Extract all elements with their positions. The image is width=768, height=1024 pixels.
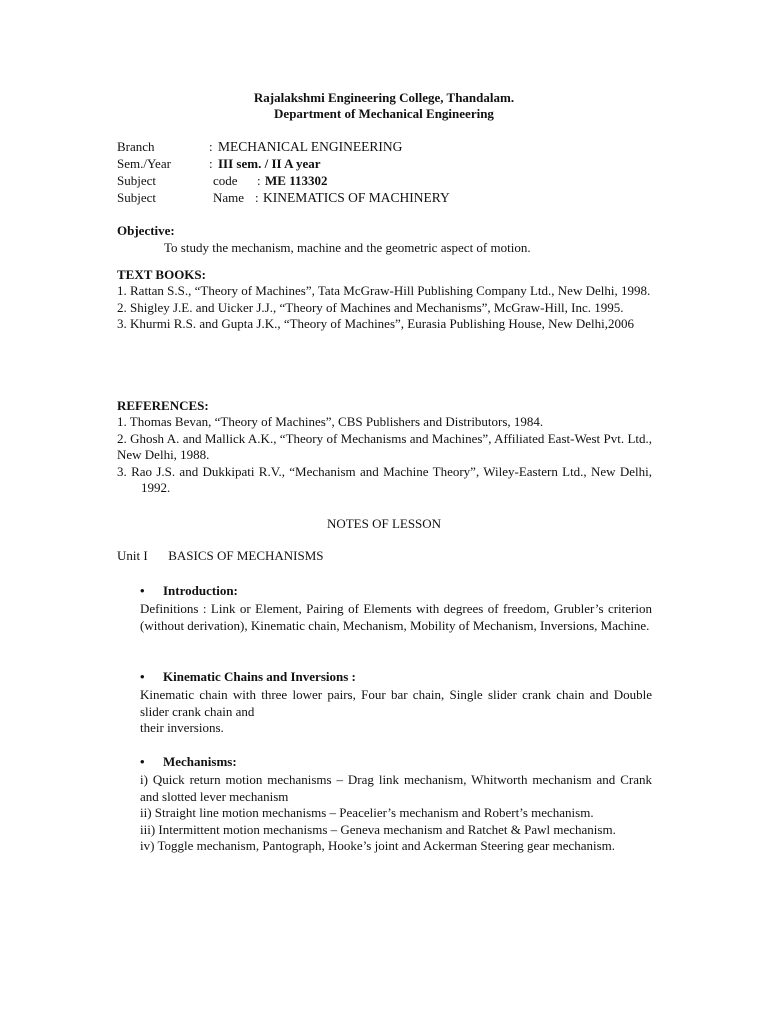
objective-heading: Objective: bbox=[117, 223, 175, 238]
department-name: Department of Mechanical Engineering bbox=[274, 106, 494, 121]
mechanism-item: i) Quick return motion mechanisms – Drag link mechanism, Whitworth mechanism and Crank and slotted lever mechanism bbox=[140, 772, 652, 804]
branch-row bbox=[117, 139, 677, 156]
semyear-separator: : bbox=[209, 156, 213, 171]
notes-heading: NOTES OF LESSON bbox=[326, 516, 442, 531]
subject-name-label: Subject bbox=[117, 190, 156, 205]
bullet-icon: • bbox=[140, 754, 145, 769]
subject-code-row bbox=[117, 173, 677, 190]
textbooks-list bbox=[117, 283, 652, 333]
textbook-item: 2. Shigley J.E. and Uicker J.J., “Theory of Machines and Mechanisms”, McGraw-Hill, Inc. 1995. bbox=[117, 299, 624, 315]
introduction-bullet bbox=[140, 583, 652, 600]
bullet-icon: • bbox=[140, 583, 145, 598]
branch-label: Branch bbox=[117, 139, 155, 154]
subject-code-value: ME 113302 bbox=[265, 173, 328, 188]
reference-item: 2. Ghosh A. and Mallick A.K., “Theory of Mechanisms and Machines”, Affiliated East-West Pvt. Ltd., New Delhi, 1988. bbox=[117, 430, 652, 462]
subject-code-separator: : bbox=[257, 173, 261, 188]
subject-name-row bbox=[117, 190, 677, 207]
chains-line: Kinematic chain with three lower pairs, Four bar chain, Single slider crank chain and Double slider crank chain and bbox=[140, 687, 652, 719]
branch-value: MECHANICAL ENGINEERING bbox=[218, 139, 403, 154]
mechanisms-list bbox=[140, 772, 652, 855]
semyear-value: III sem. / II A year bbox=[218, 156, 321, 171]
semyear-row bbox=[117, 156, 677, 173]
chains-text bbox=[140, 687, 652, 737]
mechanism-item: iii) Intermittent motion mechanisms – Geneva mechanism and Ratchet & Pawl mechanism. bbox=[140, 821, 616, 837]
mechanism-item: iv) Toggle mechanism, Pantograph, Hooke’s joint and Ackerman Steering gear mechanism. bbox=[140, 838, 616, 853]
unit-label: Unit I bbox=[117, 548, 148, 563]
unit-title: BASICS OF MECHANISMS bbox=[168, 548, 324, 563]
chains-line: their inversions. bbox=[140, 720, 224, 735]
subject-name-value: KINEMATICS OF MACHINERY bbox=[263, 190, 450, 205]
chains-heading: Kinematic Chains and Inversions : bbox=[163, 669, 356, 684]
references-heading: REFERENCES: bbox=[117, 398, 209, 413]
textbook-item: 3. Khurmi R.S. and Gupta J.K., “Theory of Machines”, Eurasia Publishing House, New Delhi,2006 bbox=[117, 316, 635, 331]
objective-text: To study the mechanism, machine and the geometric aspect of motion. bbox=[164, 240, 531, 255]
references-list bbox=[117, 414, 652, 497]
semyear-label: Sem./Year bbox=[117, 156, 171, 171]
textbook-item: 1. Rattan S.S., “Theory of Machines”, Tata McGraw-Hill Publishing Company Ltd., New Delhi, 1998. bbox=[117, 283, 651, 298]
bullet-icon: • bbox=[140, 669, 145, 684]
subject-name-separator: : bbox=[255, 190, 259, 205]
textbooks-heading: TEXT BOOKS: bbox=[117, 267, 206, 282]
introduction-text bbox=[140, 601, 652, 634]
mechanism-item: ii) Straight line motion mechanisms – Peacelier’s mechanism and Robert’s mechanism. bbox=[140, 805, 594, 820]
subject-name-sublabel: Name bbox=[213, 190, 245, 205]
mechanisms-heading: Mechanisms: bbox=[163, 754, 237, 769]
reference-item: 1. Thomas Bevan, “Theory of Machines”, CBS Publishers and Distributors, 1984. bbox=[117, 414, 544, 429]
college-name: Rajalakshmi Engineering College, Thandalam. bbox=[253, 90, 515, 105]
mechanisms-bullet bbox=[140, 754, 652, 771]
subject-code-label: Subject bbox=[117, 173, 156, 188]
chains-bullet bbox=[140, 669, 652, 686]
subject-code-sublabel: code bbox=[213, 173, 238, 188]
branch-separator: : bbox=[209, 139, 213, 154]
introduction-paragraph: Definitions : Link or Element, Pairing of Elements with degrees of freedom, Grubler’s criterion (without derivation), Kinematic chain, Mechanism, Mobility of Mechanism, Inversions, Machine. bbox=[140, 601, 652, 633]
introduction-heading: Introduction: bbox=[163, 583, 238, 598]
unit-heading bbox=[117, 548, 324, 565]
reference-item: 3. Rao J.S. and Dukkipati R.V., “Mechanism and Machine Theory”, Wiley-Eastern Ltd., New Delhi, 1992. bbox=[117, 463, 652, 495]
